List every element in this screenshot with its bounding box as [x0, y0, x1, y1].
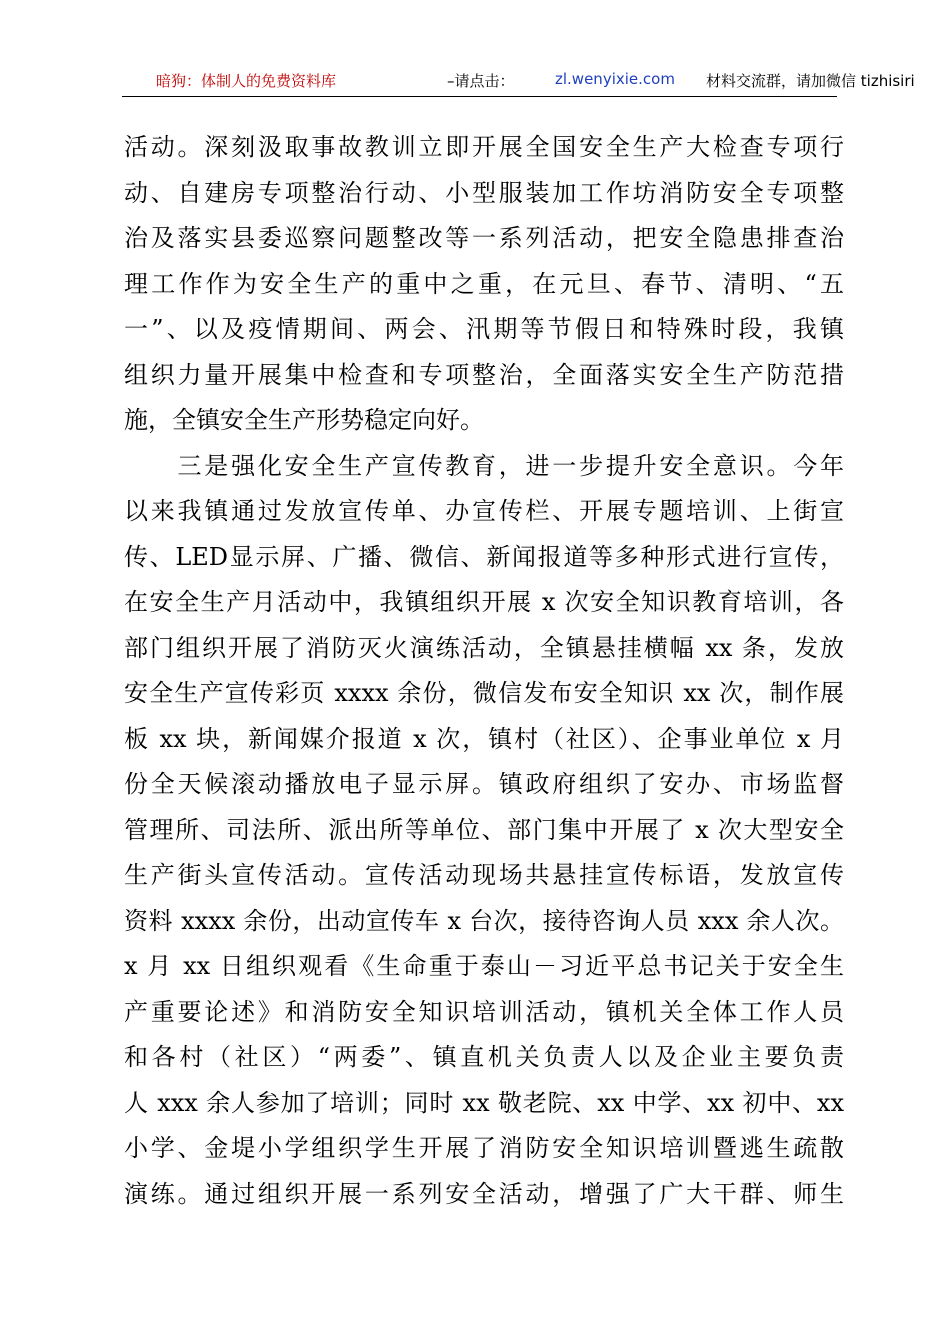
text-line: 治及落实县委巡察问题整改等一系列活动，把安全隐患排查治 [124, 224, 844, 252]
text-line: 产重要论述》和消防安全知识培训活动，镇机关全体工作人员 [124, 997, 844, 1026]
paragraph-start-line: 三是强化安全生产宣传教育，进一步提升安全意识。今年 [124, 451, 844, 480]
header-url-link[interactable]: zl.wenyixie.com [555, 70, 675, 88]
text-line: 管理所、司法所、派出所等单位、部门集中开展了 x 次大型安全 [124, 815, 844, 844]
text-line: 组织力量开展集中检查和专项整治，全面落实安全生产防范措 [124, 360, 844, 389]
text-line: 生产街头宣传活动。宣传活动现场共悬挂宣传标语，发放宣传 [124, 861, 844, 889]
page-header [122, 66, 915, 97]
text-line: 板 xx 块，新闻媒介报道 x 次，镇村（社区）、企事业单位 x 月 [124, 724, 844, 753]
text-line: 传、LED显示屏、广播、微信、新闻报道等多种形式进行宣传， [124, 542, 844, 571]
header-wechat-note: 材料交流群，请加微信 tizhisiri [706, 72, 915, 90]
text-line: 动、自建房专项整治行动、小型服装加工作坊消防安全专项整 [124, 178, 844, 207]
text-line: 资料 xxxx 余份，出动宣传车 x 台次，接待咨询人员 xxx 余人次。 [124, 906, 844, 935]
text-line: 在安全生产月活动中，我镇组织开展 x 次安全知识教育培训，各 [124, 588, 844, 616]
header-site-name: 暗狗：体制人的免费资料库 [156, 72, 337, 90]
text-line: 小学、金堤小学组织学生开展了消防安全知识培训暨逃生疏散 [124, 1134, 844, 1162]
text-line: 施，全镇安全生产形势稳定向好。 [124, 406, 484, 434]
text-line: 演练。通过组织开展一系列安全活动，增强了广大干群、师生 [124, 1179, 844, 1208]
text-line: 以来我镇通过发放宣传单、办宣传栏、开展专题培训、上街宣 [124, 497, 844, 525]
text-line: 一”、以及疫情期间、两会、汛期等节假日和特殊时段，我镇 [124, 315, 844, 343]
text-line: 活动。深刻汲取事故教训立即开展全国安全生产大检查专项行 [124, 133, 844, 161]
text-line: 部门组织开展了消防灭火演练活动，全镇悬挂横幅 xx 条，发放 [124, 633, 844, 662]
header-click-prompt: –请点击： [447, 72, 515, 90]
text-line: x 月 xx 日组织观看《生命重于泰山－习近平总书记关于安全生 [124, 952, 844, 980]
text-line: 理工作作为安全生产的重中之重，在元旦、春节、清明、“五 [124, 269, 844, 298]
text-line: 安全生产宣传彩页 xxxx 余份，微信发布安全知识 xx 次，制作展 [124, 679, 844, 707]
document-body [124, 130, 844, 1222]
text-line: 人 xxx 余人参加了培训；同时 xx 敬老院、xx 中学、xx 初中、xx [124, 1088, 844, 1117]
text-line: 份全天候滚动播放电子显示屏。镇政府组织了安办、市场监督 [124, 770, 844, 798]
text-line: 和各村（社区）“两委”、镇直机关负责人以及企业主要负责 [124, 1043, 844, 1071]
